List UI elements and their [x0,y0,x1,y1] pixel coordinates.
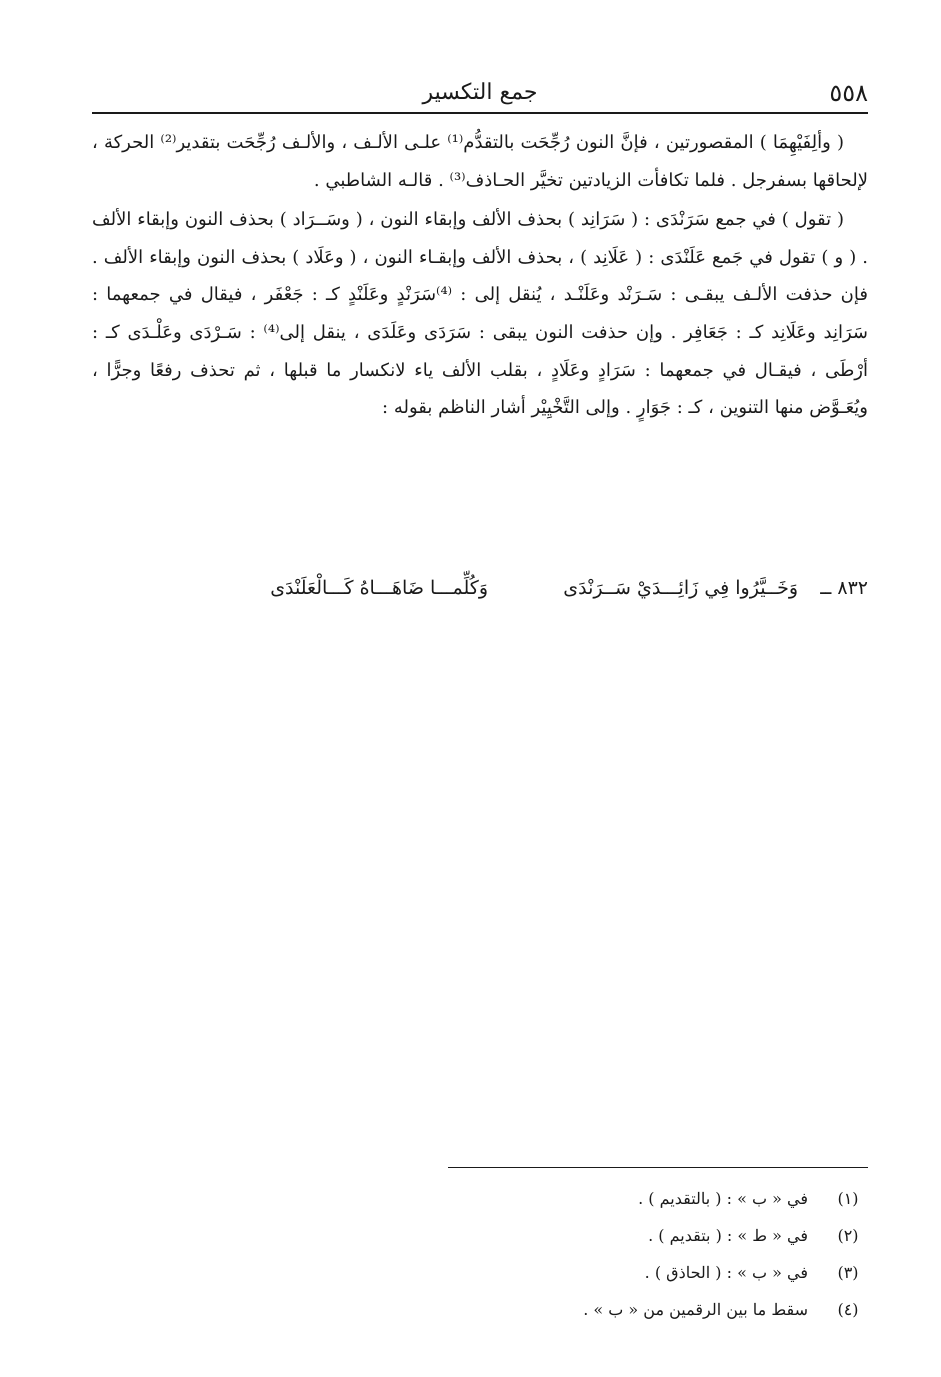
footnote-text: في « ب » : ( الحاذق ) . [644,1263,808,1282]
footnote-number: (١) [837,1189,859,1208]
header-rule [92,112,868,114]
verse-number: ٨٣٢ ــ [820,577,868,599]
footnote [92,1217,868,1254]
verse-first-hemistich: وَخَــيَّرُوا فِي زَائِـــدَيْ سَــرَنْدَى [563,577,798,599]
footnotes [92,1180,868,1328]
body-text [92,124,868,427]
page-number: ٥٥٨ [829,79,868,107]
verse-line [150,570,868,606]
running-title: جمع التكسير [422,80,538,105]
footnote-number: (٢) [837,1226,859,1245]
footnote [92,1254,868,1291]
footnote [92,1180,868,1217]
paragraph: ( وألِفَيْهِمَا ) المقصورتين ، فإنَّ النون رُجِّحَت بالتقدُّم⁽¹⁾ علـى الألـف ، والألـف رُجِّحَت بتقدير⁽²⁾ الحركة ، لإلحاقها بسفرجل . فلما تكافأت الزيادتين تخيَّر الحـاذف⁽³⁾ . قالـه الشاطبي . [92,132,868,191]
paragraph: ( تقول ) في جمع سَرَنْدَى : ( سَرَانِد ) بحذف الألف وإبقاء النون ، ( وسَــرَاد ) بحذف النون وإبقاء الألف . ( و ) تقول في جَمع عَلَنْدَى : ( عَلَانِد ) ، بحذف الألف وإبقـاء النون ، ( وعَلَاد ) بحذف النون وإبقاء الألف . فإن حذفت الألـف يبقـى : سَـرَنْد وعَلَنْـد ، يُنقل إلى : ⁽⁴⁾سَرَنْدٍ وعَلَنْدٍ كـ : جَعْفَر ، فيقال في جمعهما : سَرَانِد وعَلَانِد كـ : جَعَافِر . وإن حذفت النون يبقى : سَرَدَى وعَلَدَى ، ينقل إلى⁽⁴⁾ : سَـرْدَى وعَلْـدَى كـ : أرْطَى ، فيقـال في جمعهما : سَرَادٍ وعَلَادٍ ، بقلب الألف ياء لانكسار ما قبلها ، ثم تحذف رفعًا وجرًّا ، ويُعَـوَّض منها التنوين ، كـ : جَوَارٍ . وإلى التَّخْيِيْر أشار الناظم بقوله : [92,209,868,419]
footnote-text: في « ب » : ( بالتقديم ) . [638,1189,808,1208]
footnote-rule [448,1167,868,1168]
page-header [92,78,868,110]
footnote-number: (٤) [837,1300,859,1319]
verse-second-hemistich: وَكُلِّمـــا ضَاهَـــاهُ كَـــالْعَلَنْدَى [270,577,488,599]
footnote [92,1291,868,1328]
footnote-text: في « ط » : ( بتقديم ) . [648,1226,808,1245]
footnote-text: سقط ما بين الرقمين من « ب » . [583,1300,808,1319]
footnote-number: (٣) [837,1263,859,1282]
